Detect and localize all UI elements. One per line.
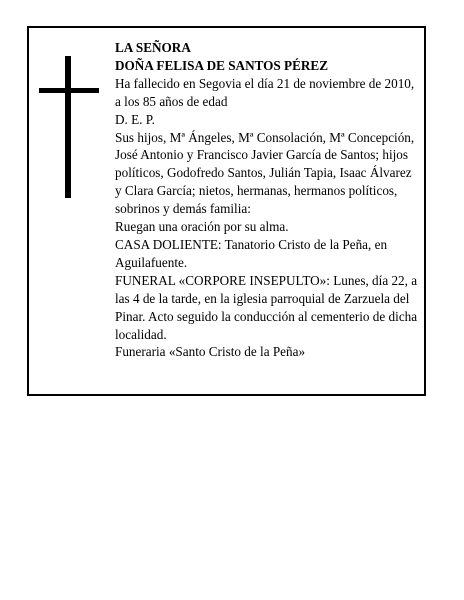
rip-text: D. E. P. [115, 111, 155, 127]
cross-horizontal-bar [39, 88, 99, 93]
obituary-notice [27, 26, 426, 396]
casa-doliente: CASA DOLIENTE: Tanatorio Cristo de la Peña, en Aguilafuente. [115, 236, 388, 270]
funeral-home: Funeraria «Santo Cristo de la Peña» [115, 344, 306, 360]
latin-cross-icon [39, 56, 99, 198]
notice-text [115, 39, 419, 361]
funeral-info: FUNERAL «CORPORE INSEPULTO»: Lunes, día 22, a las 4 de la tarde, en la iglesia parroquial de Zarzuela del Pinar. Acto seguido la conducción al cementerio de dicha localidad. [115, 272, 418, 342]
cross-vertical-bar [65, 56, 71, 198]
prayer-request: Ruegan una oración por su alma. [115, 219, 289, 235]
deceased-name: DOÑA FELISA DE SANTOS PÉREZ [115, 57, 329, 73]
family-list: Sus hijos, Mª Ángeles, Mª Consolación, Mª Concepción, José Antonio y Francisco Javier García de Santos; hijos políticos, Godofredo Santos, Julián Tapia, Isaac Álvarez y Clara García; nietos, hermanas, hermanos políticos, sobrinos y demás familia: [115, 129, 415, 217]
death-info: Ha fallecido en Segovia el día 21 de noviembre de 2010, a los 85 años de edad [115, 75, 415, 109]
notice-heading: LA SEÑORA [115, 40, 191, 55]
